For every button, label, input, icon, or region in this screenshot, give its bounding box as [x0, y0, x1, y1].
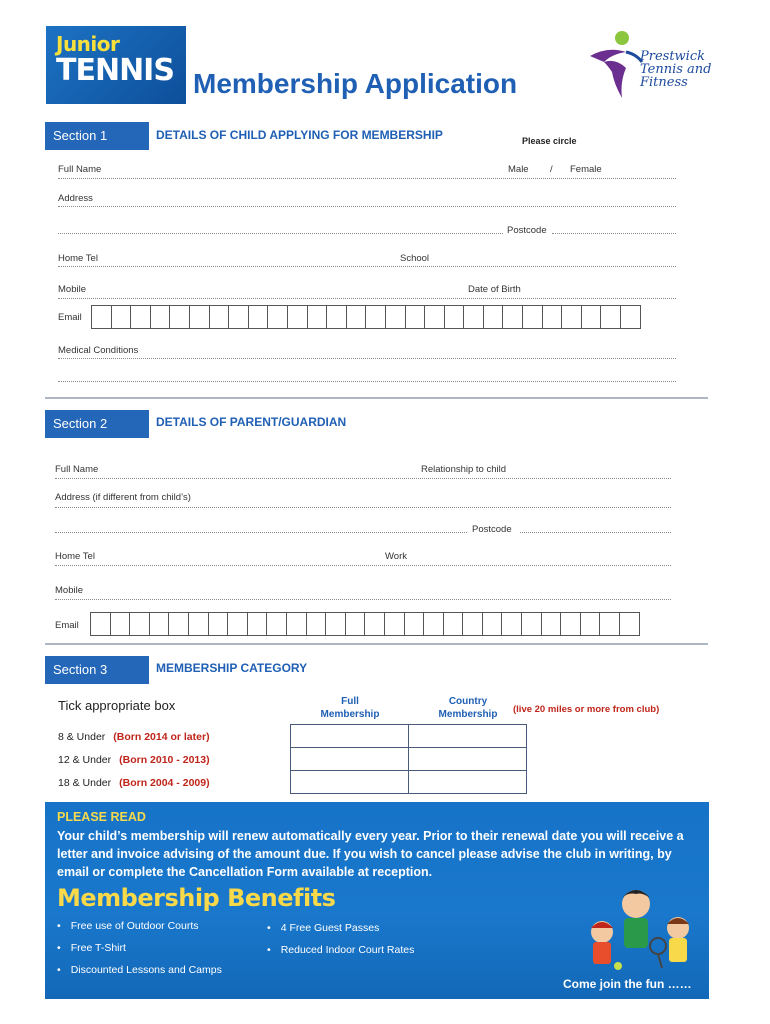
membership-category-table [290, 724, 527, 794]
section-1-heading: DETAILS OF CHILD APPLYING FOR MEMBERSHIP [156, 128, 443, 142]
email-char-box[interactable] [501, 612, 522, 636]
child-full-name-field[interactable] [58, 178, 676, 179]
email-char-box[interactable] [287, 305, 308, 329]
child-address-label: Address [58, 193, 93, 204]
club-logo [586, 28, 736, 100]
full-membership-header [310, 695, 390, 721]
category-age: 12 & Under [58, 754, 112, 766]
junior-tennis-logo [46, 26, 186, 104]
benefit-item: • Discounted Lessons and Camps [57, 964, 222, 976]
parent-email-field[interactable] [91, 612, 640, 636]
parent-work-label: Work [385, 551, 407, 562]
medical-conditions-field-2[interactable] [58, 381, 676, 382]
email-char-box[interactable] [541, 612, 562, 636]
header-line: Full [341, 696, 359, 707]
email-char-box[interactable] [149, 612, 170, 636]
section-3-tab: Section 3 [45, 656, 149, 684]
gender-separator: / [550, 164, 553, 175]
email-char-box[interactable] [266, 612, 287, 636]
email-char-box[interactable] [620, 305, 641, 329]
category-born: (Born 2004 - 2009) [119, 777, 210, 789]
category-row [58, 731, 210, 743]
child-mobile-label: Mobile [58, 284, 86, 295]
parent-address-label: Address (if different from child’s) [55, 492, 191, 503]
club-name-line: Prestwick [640, 49, 705, 64]
section-2-tab: Section 2 [45, 410, 149, 438]
email-char-box[interactable] [189, 305, 210, 329]
email-char-box[interactable] [90, 612, 111, 636]
email-char-box[interactable] [129, 612, 150, 636]
child-postcode-field[interactable] [552, 233, 676, 234]
parent-home-tel-label: Home Tel [55, 551, 95, 562]
child-email-label: Email [58, 312, 82, 323]
header-line: Membership [438, 709, 498, 720]
child-school-label: School [400, 253, 430, 264]
email-char-box[interactable] [599, 612, 620, 636]
email-char-box[interactable] [522, 305, 543, 329]
benefit-item: • Reduced Indoor Court Rates [267, 944, 414, 956]
tennis-player-icon [586, 28, 646, 100]
email-char-box[interactable] [444, 305, 465, 329]
gender-female-option[interactable]: Female [570, 164, 602, 175]
email-char-box[interactable] [424, 305, 445, 329]
email-char-box[interactable] [384, 612, 405, 636]
benefit-item: • Free T-Shirt [57, 942, 126, 954]
section-1-tab: Section 1 [45, 122, 149, 150]
category-born: (Born 2014 or later) [113, 731, 210, 743]
category-row [58, 754, 210, 766]
section-2-heading: DETAILS OF PARENT/GUARDIAN [156, 415, 347, 429]
country-note: (live 20 miles or more from club) [513, 704, 660, 715]
email-char-box[interactable] [168, 612, 189, 636]
child-dob-label: Date of Birth [468, 284, 521, 295]
header-line: Membership [320, 709, 380, 720]
email-char-box[interactable] [462, 612, 483, 636]
category-age: 8 & Under [58, 731, 106, 743]
email-char-box[interactable] [228, 305, 249, 329]
club-name-line: Tennis and [640, 62, 712, 77]
tick-instruction: Tick appropriate box [58, 698, 176, 713]
country-12-under-checkbox[interactable] [409, 748, 527, 771]
please-circle-note: Please circle [522, 136, 577, 146]
email-char-box[interactable] [345, 612, 366, 636]
relationship-label: Relationship to child [421, 464, 507, 475]
category-born: (Born 2010 - 2013) [119, 754, 210, 766]
full-12-under-checkbox[interactable] [291, 748, 409, 771]
email-char-box[interactable] [364, 612, 385, 636]
email-char-box[interactable] [169, 305, 190, 329]
email-char-box[interactable] [267, 305, 288, 329]
header-line: Country [448, 696, 488, 707]
email-char-box[interactable] [483, 305, 504, 329]
email-char-box[interactable] [482, 612, 503, 636]
email-char-box[interactable] [208, 612, 229, 636]
email-char-box[interactable] [209, 305, 230, 329]
gender-male-option[interactable]: Male [508, 164, 529, 175]
email-char-box[interactable] [227, 612, 248, 636]
email-char-box[interactable] [248, 305, 269, 329]
come-join-tagline: Come join the fun …… [563, 977, 692, 991]
email-char-box[interactable] [542, 305, 563, 329]
email-char-box[interactable] [463, 305, 484, 329]
email-char-box[interactable] [443, 612, 464, 636]
section-3-heading: MEMBERSHIP CATEGORY [156, 661, 308, 675]
benefit-item: • 4 Free Guest Passes [267, 922, 379, 934]
email-char-box[interactable] [581, 305, 602, 329]
section-divider [45, 643, 708, 645]
benefit-item: • Free use of Outdoor Courts [57, 920, 199, 932]
email-char-box[interactable] [286, 612, 307, 636]
section-divider [45, 397, 708, 399]
child-address-field-2[interactable] [58, 233, 503, 234]
email-char-box[interactable] [365, 305, 386, 329]
full-8-under-checkbox[interactable] [291, 725, 409, 748]
child-mobile-dob-field[interactable] [58, 298, 676, 299]
email-char-box[interactable] [423, 612, 444, 636]
email-char-box[interactable] [247, 612, 268, 636]
email-char-box[interactable] [404, 612, 425, 636]
email-char-box[interactable] [110, 612, 131, 636]
renewal-notice: Your child’s membership will renew automatically every year. Prior to their renewal date you will receive a letter and invoice advising of the amount due. If you wish to cancel please advise the club in writing, by email or complete the Cancellation Form available at reception. [57, 829, 684, 879]
parent-full-name-label: Full Name [55, 464, 99, 475]
child-postcode-label: Postcode [507, 225, 547, 236]
club-name [640, 50, 712, 89]
country-8-under-checkbox[interactable] [409, 725, 527, 748]
parent-mobile-field[interactable] [55, 599, 671, 600]
page-title: Membership Application [193, 68, 518, 99]
full-18-under-checkbox[interactable] [291, 771, 409, 794]
parent-home-tel-work-field[interactable] [55, 565, 671, 566]
email-char-box[interactable] [580, 612, 601, 636]
email-char-box[interactable] [502, 305, 523, 329]
email-char-box[interactable] [130, 305, 151, 329]
medical-conditions-label: Medical Conditions [58, 345, 139, 356]
parent-full-name-field[interactable] [55, 478, 671, 479]
child-full-name-label: Full Name [58, 164, 102, 175]
child-home-tel-school-field[interactable] [58, 266, 676, 267]
email-char-box[interactable] [346, 305, 367, 329]
email-char-box[interactable] [306, 612, 327, 636]
email-char-box[interactable] [307, 305, 328, 329]
child-home-tel-label: Home Tel [58, 253, 98, 264]
parent-postcode-label: Postcode [472, 524, 512, 535]
email-char-box[interactable] [325, 612, 346, 636]
email-char-box[interactable] [111, 305, 132, 329]
child-address-field[interactable] [58, 206, 676, 207]
email-char-box[interactable] [91, 305, 112, 329]
email-char-box[interactable] [521, 612, 542, 636]
parent-email-label: Email [55, 620, 79, 631]
child-email-field[interactable] [92, 305, 641, 329]
parent-address-field-2[interactable] [55, 532, 467, 533]
country-18-under-checkbox[interactable] [409, 771, 527, 794]
parent-postcode-field[interactable] [520, 532, 671, 533]
logo-tennis-text: TENNIS [56, 53, 174, 88]
email-char-box[interactable] [326, 305, 347, 329]
logo-junior-text: Junior [56, 32, 120, 56]
email-char-box[interactable] [405, 305, 426, 329]
email-char-box[interactable] [150, 305, 171, 329]
email-char-box[interactable] [560, 612, 581, 636]
country-membership-header [428, 695, 508, 721]
email-char-box[interactable] [561, 305, 582, 329]
parent-address-field[interactable] [55, 507, 671, 508]
benefits-title: Membership Benefits [57, 884, 336, 912]
please-read-heading: PLEASE READ [57, 810, 146, 824]
medical-conditions-field[interactable] [58, 358, 676, 359]
email-char-box[interactable] [188, 612, 209, 636]
email-char-box[interactable] [619, 612, 640, 636]
email-char-box[interactable] [385, 305, 406, 329]
cartoon-kids-illustration [578, 884, 706, 974]
category-row [58, 777, 210, 789]
club-name-line: Fitness [640, 75, 688, 90]
category-age: 18 & Under [58, 777, 112, 789]
email-char-box[interactable] [600, 305, 621, 329]
parent-mobile-label: Mobile [55, 585, 83, 596]
